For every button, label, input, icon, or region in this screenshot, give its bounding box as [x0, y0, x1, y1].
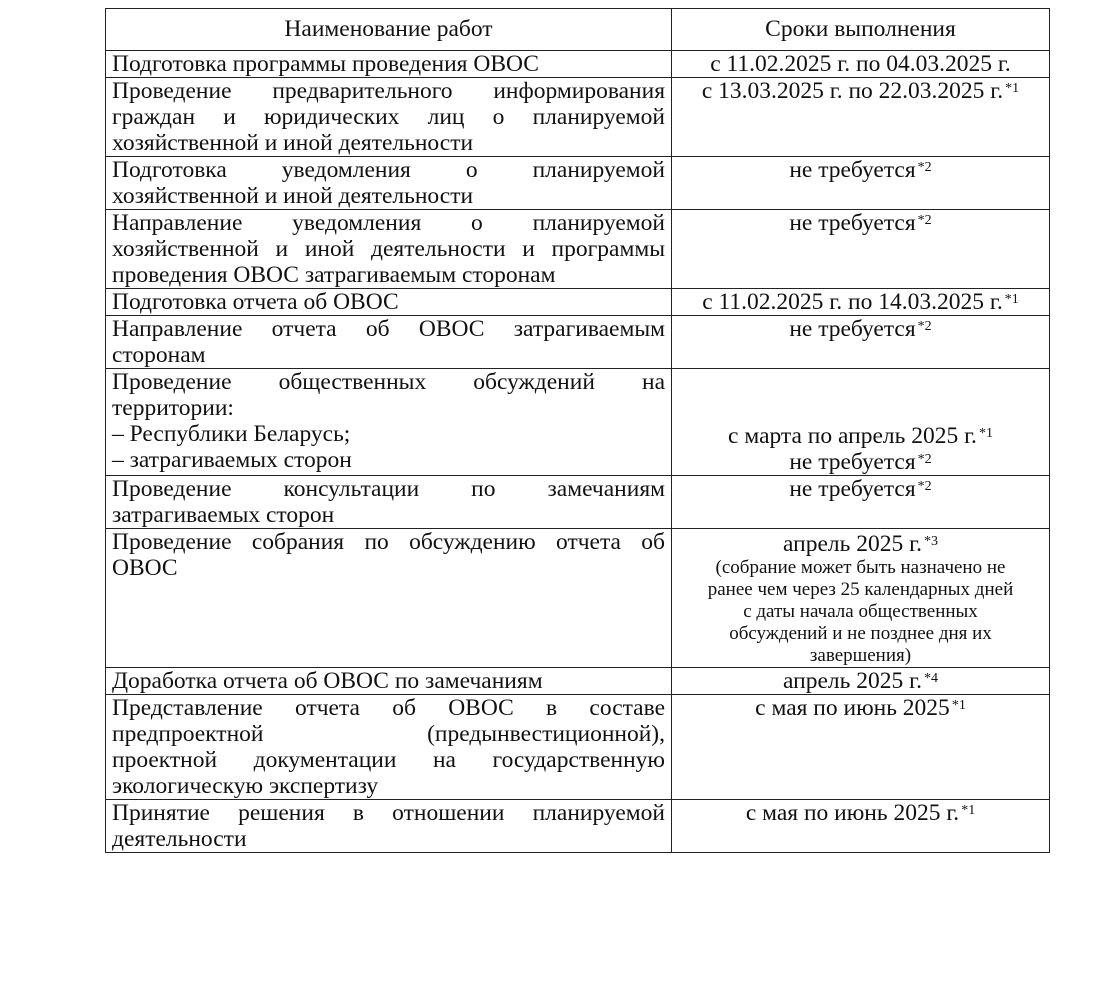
footnote-mark: *2: [917, 452, 932, 467]
name-line: Принятие решения в отношении планируемой: [112, 800, 665, 826]
table-row: [106, 289, 1050, 316]
schedule-table: [105, 8, 1050, 853]
deadline-cell: [672, 529, 1050, 668]
name-line: хозяйственной и иной деятельности: [112, 130, 474, 156]
table-row: [106, 157, 1050, 210]
work-name-cell: [106, 695, 672, 800]
name-line: хозяйственной и иной деятельности: [112, 183, 474, 209]
table-row: [106, 529, 1050, 668]
footnote-mark: *3: [923, 534, 938, 549]
name-line: проведения ОВОС затрагиваемым сторонам: [112, 262, 556, 288]
footnote-mark: *1: [1004, 292, 1019, 307]
name-line: сторонам: [112, 342, 206, 368]
deadline-text-secondary: не требуется: [789, 449, 916, 475]
work-name-cell: [106, 800, 672, 853]
deadline-note-line: обсуждений и не позднее дня их: [729, 623, 992, 644]
table-row: [106, 210, 1050, 289]
name-line: граждан и юридических лиц о планируемой: [112, 104, 665, 130]
name-line: экологическую экспертизу: [112, 773, 379, 799]
name-line: хозяйственной и иной деятельности и программы: [112, 236, 665, 262]
deadline-text: апрель 2025 г.: [783, 668, 922, 694]
deadline-text: с 13.03.2025 г. по 22.03.2025 г.: [701, 78, 1004, 104]
deadline-cell: [672, 289, 1050, 316]
name-line: деятельности: [112, 826, 247, 852]
work-name-cell: [106, 157, 672, 210]
name-line: Направление уведомления о планируемой: [112, 210, 665, 236]
deadline-text: не требуется: [789, 210, 916, 236]
deadline-note-line: с даты начала общественных: [743, 601, 978, 622]
deadline-text: не требуется: [789, 476, 916, 502]
work-name-cell: [106, 668, 672, 695]
table-row: [106, 369, 1050, 476]
name-line: затрагиваемых сторон: [112, 502, 335, 528]
name-line: территории:: [112, 395, 234, 421]
name-line: Подготовка программы проведения ОВОС: [112, 51, 539, 77]
deadline-cell: [672, 476, 1050, 529]
deadline-cell: [672, 668, 1050, 695]
work-name-cell: [106, 289, 672, 316]
work-name-cell: [106, 210, 672, 289]
footnote-mark: *1: [978, 426, 993, 441]
work-name-cell: [106, 78, 672, 157]
deadline-cell: [672, 800, 1050, 853]
name-line: Подготовка уведомления о планируемой: [112, 157, 665, 183]
deadline-cell: [672, 51, 1050, 78]
deadline-cell: [672, 210, 1050, 289]
deadline-text: не требуется: [789, 157, 916, 183]
header-row: [106, 9, 1050, 51]
footnote-mark: *2: [917, 213, 932, 228]
table-row: [106, 476, 1050, 529]
header-work-name: Наименование работ: [106, 9, 672, 51]
name-line: Представление отчета об ОВОС в составе: [112, 695, 665, 721]
deadline-text: с 11.02.2025 г. по 04.03.2025 г.: [710, 51, 1011, 77]
deadline-text: с мая по июнь 2025: [755, 695, 950, 721]
table-row: [106, 800, 1050, 853]
work-name-cell: [106, 316, 672, 369]
deadline-note-line: завершения): [809, 645, 912, 666]
table-row: [106, 78, 1050, 157]
deadline-cell: [672, 695, 1050, 800]
footnote-mark: *2: [917, 160, 932, 175]
table-row: [106, 316, 1050, 369]
deadline-note-line: ранее чем через 25 календарных дней: [707, 579, 1014, 600]
header-deadlines: Сроки выполнения: [672, 9, 1050, 51]
name-line: предпроектной (предынвестиционной),: [112, 721, 665, 747]
name-line: Подготовка отчета об ОВОС: [112, 289, 399, 315]
name-line: Проведение консультации по замечаниям: [112, 476, 665, 502]
footnote-mark: *1: [961, 803, 976, 818]
deadline-text: апрель 2025 г.: [783, 531, 922, 557]
name-line: Проведение собрания по обсуждению отчета об: [112, 529, 665, 555]
footnote-mark: *1: [951, 698, 966, 713]
name-line: Проведение общественных обсуждений на: [112, 369, 665, 395]
table-row: [106, 695, 1050, 800]
name-line: Доработка отчета об ОВОС по замечаниям: [112, 668, 543, 694]
deadline-cell: [672, 157, 1050, 210]
deadline-cell: [672, 78, 1050, 157]
name-line: ОВОС: [112, 555, 178, 581]
footnote-mark: *4: [923, 671, 938, 686]
deadline-text: не требуется: [789, 316, 916, 342]
footnote-mark: *1: [1005, 81, 1020, 96]
deadline-cell: [672, 369, 1050, 476]
table-row: [106, 668, 1050, 695]
footnote-mark: *2: [917, 319, 932, 334]
name-line: – Республики Беларусь;: [112, 421, 351, 447]
work-name-cell: [106, 51, 672, 78]
deadline-text: с 11.02.2025 г. по 14.03.2025 г.: [702, 289, 1003, 315]
footnote-mark: *2: [917, 479, 932, 494]
deadline-text: с марта по апрель 2025 г.: [728, 423, 977, 449]
name-line: Проведение предварительного информирования: [112, 78, 665, 104]
work-name-cell: [106, 369, 672, 476]
name-line: проектной документации на государственную: [112, 747, 665, 773]
work-name-cell: [106, 476, 672, 529]
deadline-text: с мая по июнь 2025 г.: [745, 800, 960, 826]
deadline-cell: [672, 316, 1050, 369]
name-line: – затрагиваемых сторон: [112, 447, 352, 473]
name-line: Направление отчета об ОВОС затрагиваемым: [112, 316, 665, 342]
table-row: [106, 51, 1050, 78]
work-name-cell: [106, 529, 672, 668]
deadline-note-line: (собрание может быть назначено не: [715, 557, 1006, 578]
